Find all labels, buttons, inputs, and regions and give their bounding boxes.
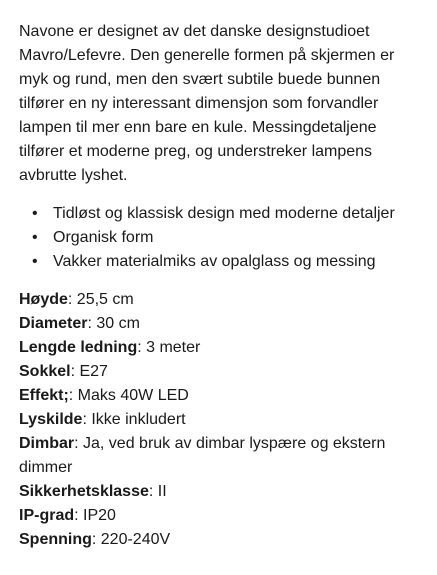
- spec-label: Lengde ledning: [19, 339, 138, 356]
- spec-separator: :: [91, 531, 101, 548]
- spec-row-sokkel: [19, 360, 421, 384]
- spec-separator: :: [67, 291, 77, 308]
- spec-value: Maks 40W LED: [77, 387, 189, 404]
- spec-label: Sokkel: [19, 363, 71, 380]
- spec-value: Ja, ved bruk av dimbar lyspære og ekstern dimmer: [19, 435, 386, 476]
- spec-row-hoyde: [19, 288, 421, 312]
- feature-text: Organisk form: [53, 229, 154, 246]
- spec-value: 220-240V: [100, 531, 171, 548]
- spec-value: II: [157, 483, 167, 500]
- spec-value: 3 meter: [146, 339, 201, 356]
- feature-list: [19, 202, 421, 274]
- spec-label: IP-grad: [19, 507, 75, 524]
- bullet-icon: •: [32, 229, 38, 246]
- spec-separator: :: [74, 435, 84, 452]
- spec-label: Høyde: [19, 291, 68, 308]
- spec-row-dimbar: [19, 432, 421, 480]
- spec-label: Effekt;: [19, 387, 69, 404]
- spec-list: [19, 288, 421, 552]
- spec-value: E27: [79, 363, 108, 380]
- spec-separator: :: [82, 411, 92, 428]
- feature-text: Vakker materialmiks av opalglass og messing: [53, 253, 376, 270]
- spec-separator: :: [68, 387, 78, 404]
- spec-separator: :: [137, 339, 147, 356]
- bullet-icon: •: [32, 253, 38, 270]
- bullet-icon: •: [32, 205, 38, 222]
- spec-row-diameter: [19, 312, 421, 336]
- description-paragraph: Navone er designet av det danske designstudioet Mavro/Lefevre. Den generelle formen på skjermen er myk og rund, men den svært subtile buede bunnen tilfører en ny interessant dimensjon som forvandler lampen til mer enn bare en kule. Messingdetaljene tilfører et moderne preg, og understreker lampens avbrutte lyshet.: [19, 23, 395, 184]
- spec-label: Lyskilde: [19, 411, 83, 428]
- spec-separator: :: [148, 483, 158, 500]
- spec-separator: :: [70, 363, 80, 380]
- spec-row-spenning: [19, 528, 421, 552]
- spec-label: Diameter: [19, 315, 88, 332]
- spec-row-lengde-ledning: [19, 336, 421, 360]
- spec-separator: :: [74, 507, 84, 524]
- spec-value: 30 cm: [96, 315, 140, 332]
- spec-row-ip-grad: [19, 504, 421, 528]
- spec-label: Spenning: [19, 531, 92, 548]
- feature-item: [32, 226, 421, 250]
- feature-item: [32, 202, 421, 226]
- spec-row-effekt: [19, 384, 421, 408]
- spec-label: Dimbar: [19, 435, 75, 452]
- spec-row-lyskilde: [19, 408, 421, 432]
- spec-value: Ikke inkludert: [91, 411, 186, 428]
- spec-value: 25,5 cm: [76, 291, 134, 308]
- feature-item: [32, 250, 421, 274]
- spec-row-sikkerhetsklasse: [19, 480, 421, 504]
- spec-label: Sikkerhetsklasse: [19, 483, 149, 500]
- spec-separator: :: [87, 315, 97, 332]
- spec-value: IP20: [83, 507, 116, 524]
- feature-text: Tidløst og klassisk design med moderne detaljer: [53, 205, 395, 222]
